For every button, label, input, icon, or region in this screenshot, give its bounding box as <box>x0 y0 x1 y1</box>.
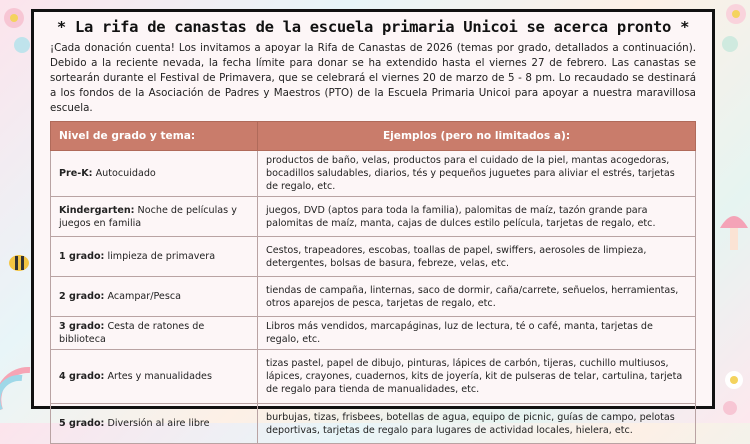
flyer-card <box>31 9 715 436</box>
theme-label: Autocuidado <box>92 168 156 179</box>
column-header-examples: Ejemplos (pero no limitados a): <box>258 122 696 151</box>
grade-label: 5 grado: <box>59 418 105 429</box>
table-row <box>51 404 696 444</box>
table-row <box>51 277 696 317</box>
examples-cell: Cestos, trapeadores, escobas, toallas de papel, swiffers, aerosoles de limpieza, detergentes, bolsas de basura, febreze, velas, etc. <box>258 237 696 277</box>
examples-cell: productos de baño, velas, productos para el cuidado de la piel, mantas acogedoras, bocadillos saludables, diarios, tés y pequeños juguetes para aliviar el estrés, tarjetas de regalo, etc. <box>258 151 696 197</box>
theme-label: Artes y manualidades <box>104 371 212 382</box>
grade-cell <box>51 237 258 277</box>
page-title: * La rifa de canastas de la escuela primaria Unicoi se acerca pronto * <box>56 18 690 36</box>
intro-paragraph: ¡Cada donación cuenta! Los invitamos a apoyar la Rifa de Canastas de 2026 (temas por grado, detallados a continuación). Debido a la reciente nevada, la fecha límite para donar se ha extendido hasta el viernes 27 de febrero. Las canastas se sortearán durante el Festival de Primavera, que se celebrará el viernes 20 de marzo de 5 - 8 pm. Lo recaudado se destinará a los fondos de la Asociación de Padres y Maestros (PTO) de la Escuela Primaria Unicoi para apoyar a nuestra maravillosa escuela. <box>50 42 696 114</box>
rainbow-decoration-icon <box>0 330 34 410</box>
table-row <box>51 350 696 404</box>
flower-decoration-icon <box>716 0 750 60</box>
theme-label: limpieza de primavera <box>104 251 216 262</box>
mushroom-decoration-icon <box>718 200 750 260</box>
examples-cell: tiendas de campaña, linternas, saco de dormir, caña/carrete, señuelos, herramientas, otros aparejos de pesca, tarjetas de regalo, etc. <box>258 277 696 317</box>
grade-cell <box>51 277 258 317</box>
grade-cell <box>51 151 258 197</box>
theme-label: Cesta de ratones de biblioteca <box>59 321 205 345</box>
examples-cell: burbujas, tizas, frisbees, botellas de agua, equipo de picnic, guías de campo, pelotas deportivas, tarjetas de regalo para lugares de actividad locales, hielera, etc. <box>258 404 696 444</box>
theme-label: Acampar/Pesca <box>104 291 181 302</box>
table-row <box>51 151 696 197</box>
grade-label: 4 grado: <box>59 371 105 382</box>
examples-cell: juegos, DVD (aptos para toda la familia), palomitas de maíz, tazón grande para palomitas de maíz, manta, cajas de dulces estilo película, tarjetas de regalo, etc. <box>258 197 696 237</box>
grade-label: 2 grado: <box>59 291 105 302</box>
examples-cell: Libros más vendidos, marcapáginas, luz de lectura, té o café, manta, tarjetas de regalo, etc. <box>258 317 696 350</box>
bee-decoration-icon <box>6 250 32 274</box>
grade-label: 3 grado: <box>59 321 105 332</box>
grade-themes-table <box>50 121 696 444</box>
grade-label: Pre-K: <box>59 168 93 179</box>
column-header-grade: Nivel de grado y tema: <box>51 122 258 151</box>
grade-cell <box>51 404 258 444</box>
examples-cell: tizas pastel, papel de dibujo, pinturas, lápices de carbón, tijeras, cuchillo multiusos, lápices, crayones, cuadernos, kits de joyería, kit de pulseras de telar, cartulina, tarjeta de regalo para tienda de manualidades, etc. <box>258 350 696 404</box>
grade-cell <box>51 350 258 404</box>
table-row <box>51 237 696 277</box>
grade-cell <box>51 197 258 237</box>
grade-label: 1 grado: <box>59 251 105 262</box>
theme-label: Diversión al aire libre <box>104 418 210 429</box>
grade-cell <box>51 317 258 350</box>
table-row <box>51 197 696 237</box>
grade-label: Kindergarten: <box>59 204 135 216</box>
table-row <box>51 317 696 350</box>
flower-decoration-icon <box>718 360 750 420</box>
theme-label: Noche de películas y juegos en familia <box>59 204 237 229</box>
table-header-row <box>51 122 696 151</box>
